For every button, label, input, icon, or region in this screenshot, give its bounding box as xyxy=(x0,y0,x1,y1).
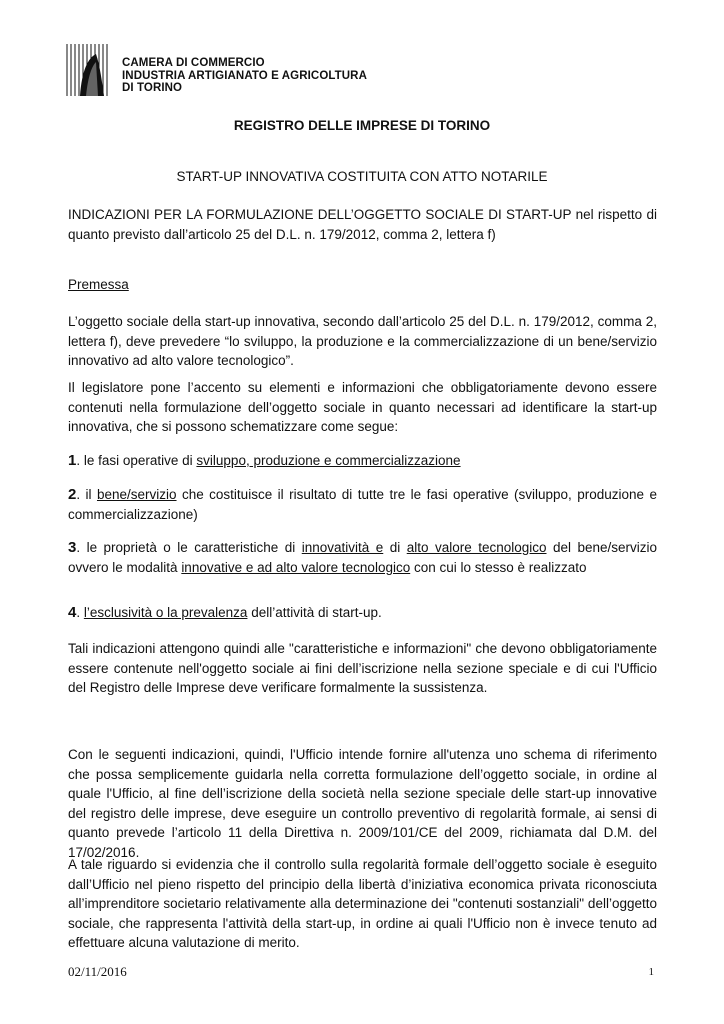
org-line-3: DI TORINO xyxy=(122,82,183,94)
list-item-3-number: 3 xyxy=(68,539,77,556)
list-item-2-emphasis: bene/servizio xyxy=(96,487,177,502)
organization-name xyxy=(122,57,367,95)
list-item-3-post: con cui lo stesso è realizzato xyxy=(410,559,587,575)
list-item-2-pre: . il xyxy=(76,487,97,502)
list-item-2 xyxy=(68,485,657,524)
list-item-4-emphasis: l’esclusività o la prevalenza xyxy=(83,605,248,620)
document-title: REGISTRO DELLE IMPRESE DI TORINO xyxy=(233,118,491,133)
paragraph-3: Tali indicazioni attengono quindi alle "caratteristiche e informazioni" che devono obbligatoriamente essere contenute nell'oggetto sociale ai fini dell’iscrizione nella sezione speciale e di cui l'Ufficio del Registro delle Imprese deve verificare formalmente la sussistenza. xyxy=(68,641,657,695)
page-number: 1 xyxy=(648,966,654,978)
intro-rest: nel rispetto di quanto previsto dall’articolo 25 del D.L. n. 179/2012, comma 2, lettera f) xyxy=(68,207,658,242)
list-item-4 xyxy=(68,603,657,623)
list-item-1-pre: . le fasi operative di xyxy=(76,453,197,468)
list-item-3-mid-1: di xyxy=(383,540,407,555)
chamber-logo-icon xyxy=(62,40,114,98)
list-item-1 xyxy=(68,451,657,471)
list-item-1-number: 1 xyxy=(68,452,77,469)
intro-lead: INDICAZIONI PER LA FORMULAZIONE DELL’OGGETTO SOCIALE DI START-UP xyxy=(68,207,572,222)
list-item-3-emphasis-1: innovatività e xyxy=(301,540,384,555)
list-item-3-pre: . le proprietà o le caratteristiche di xyxy=(76,540,302,555)
list-item-3 xyxy=(68,538,657,577)
document-subtitle: START-UP INNOVATIVA COSTITUITA CON ATTO NOTARILE xyxy=(176,169,548,184)
list-item-3-emphasis-3: innovative e ad alto valore tecnologico xyxy=(181,559,411,575)
paragraph-4: Con le seguenti indicazioni, quindi, l'Ufficio intende fornire all'utenza uno schema di riferimento che possa semplicemente guidarla nella corretta formulazione dell’oggetto sociale, in ordine al quale l'Ufficio, al fine dell’iscrizione della società nella sezione speciale delle start-up innovative del registro delle imprese, deve eseguire un controllo preventivo di regolarità formale, ai sensi di quanto prevede l’articolo 11 della Direttiva n. 2009/101/CE del 2009, richiamata dal D.M. del 17/02/2016. xyxy=(68,747,657,860)
list-item-2-post: che costituisce il risultato di tutte tre le fasi operative (sviluppo, produzione e commercializzazione) xyxy=(68,487,657,522)
list-item-1-emphasis: sviluppo, produzione e commercializzazione xyxy=(196,453,461,468)
list-item-3-mid-2: del bene/servizio ovvero le modalità xyxy=(68,540,657,575)
paragraph-5: A tale riguardo si evidenzia che il controllo sulla regolarità formale dell’oggetto sociale è eseguito dall’Ufficio nel pieno rispetto del principio della libertà d’iniziativa economica privata riconosciuta all’imprenditore societario relativamente alla determinazione dei "contenuti sostanziali" dell’oggetto sociale, che rappresenta l'attività della start-up, in ordine ai quali l'Ufficio non è invece tenuto ad effettuare alcuna valutazione di merito. xyxy=(68,857,657,950)
section-heading-premessa: Premessa xyxy=(68,277,129,292)
org-line-2: INDUSTRIA ARTIGIANATO E AGRICOLTURA xyxy=(122,69,367,82)
list-item-4-pre: . xyxy=(76,605,84,620)
paragraph-1: L’oggetto sociale della start-up innovativa, secondo dall’articolo 25 del D.L. n. 179/2012, comma 2, lettera f), deve prevedere “lo sviluppo, la produzione e la commercializzazione di un bene/servizio innovativo ad alto valore tecnologico”. xyxy=(68,314,657,368)
org-line-1: CAMERA DI COMMERCIO xyxy=(122,57,265,69)
list-item-3-emphasis-2: alto valore tecnologico xyxy=(406,540,547,555)
list-item-4-number: 4 xyxy=(68,604,77,621)
paragraph-2: Il legislatore pone l’accento su elementi e informazioni che obbligatoriamente devono essere contenuti nella formulazione dell’oggetto sociale in quanto necessari ad identificare la start-up innovativa, che si possono schematizzare come segue: xyxy=(68,380,657,434)
letterhead xyxy=(62,40,422,98)
intro-paragraph xyxy=(68,205,657,244)
list-item-4-post: dell’attività di start-up. xyxy=(247,605,382,620)
footer-date: 02/11/2016 xyxy=(68,964,127,979)
list-item-2-number: 2 xyxy=(68,486,77,503)
